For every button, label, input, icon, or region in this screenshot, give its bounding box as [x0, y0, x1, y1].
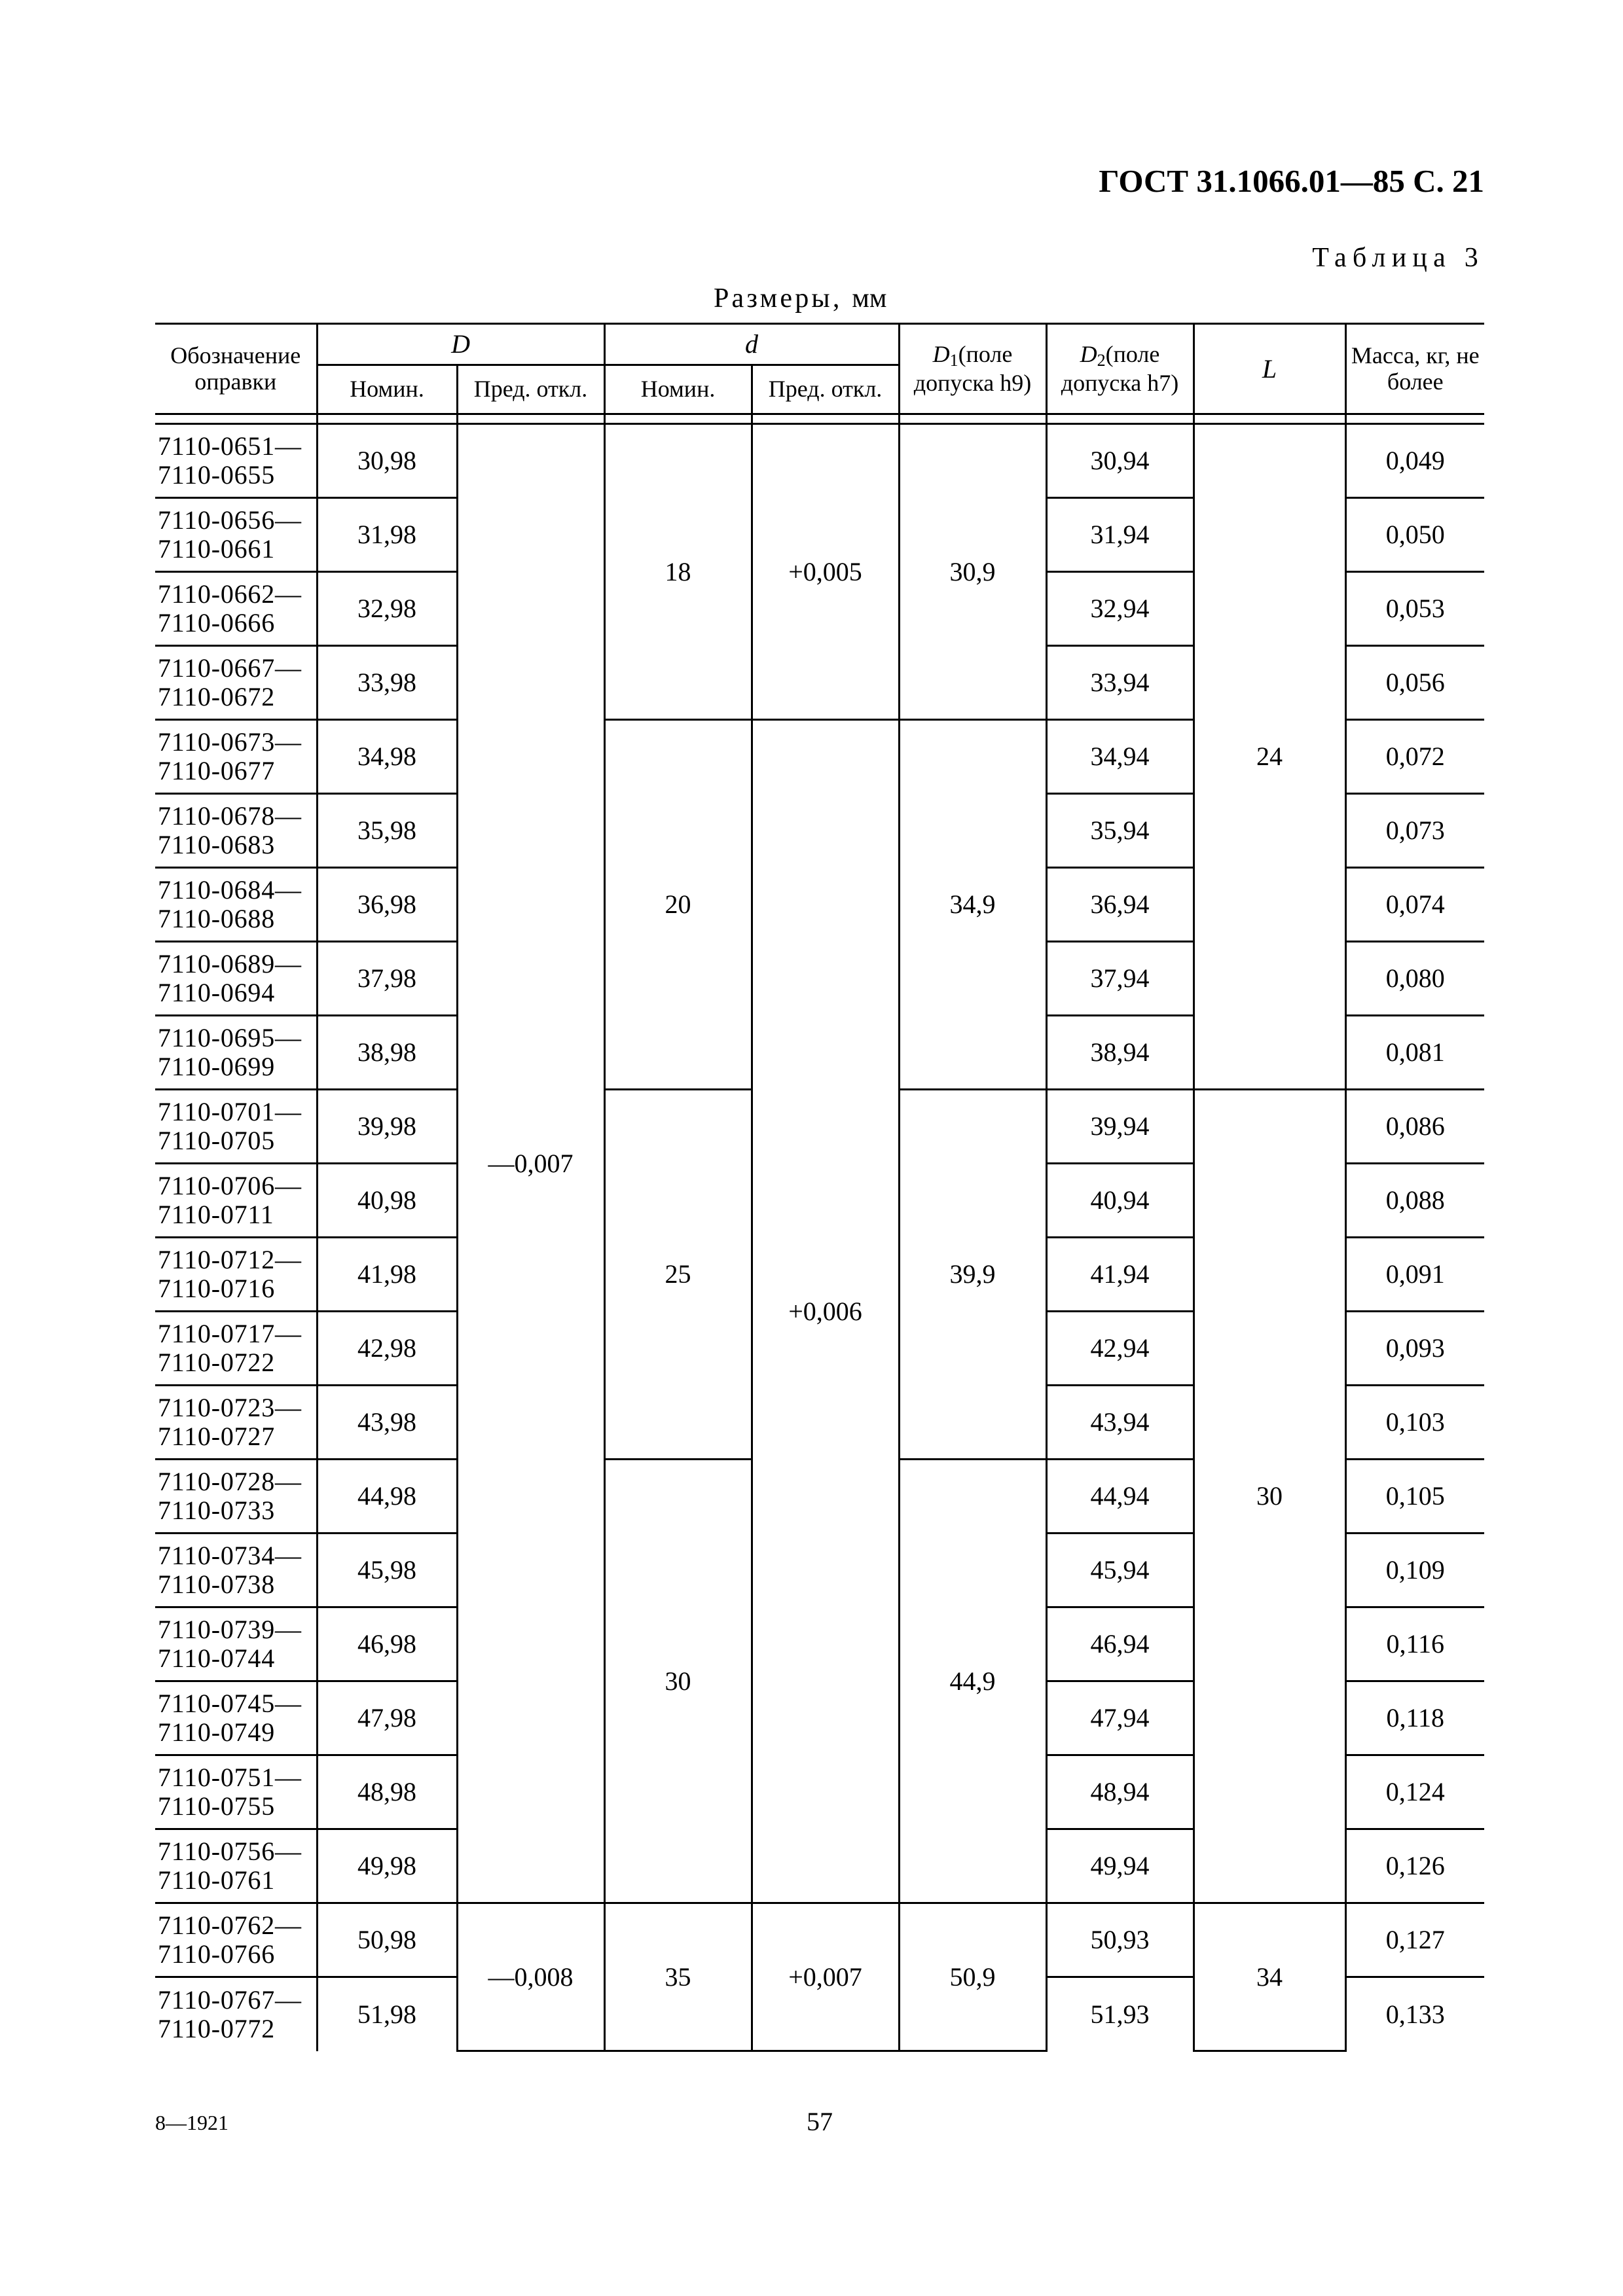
table-row [155, 424, 1484, 498]
cell-mass: 0,116 [1345, 1607, 1484, 1681]
cell-D2: 32,94 [1046, 572, 1194, 646]
cell-D-nominal: 32,98 [317, 572, 457, 646]
cell-L: 24 [1194, 424, 1345, 1090]
cell-D-nominal: 48,98 [317, 1755, 457, 1829]
cell-D-nominal: 34,98 [317, 720, 457, 794]
header-D: D [317, 324, 604, 365]
cell-mass: 0,073 [1345, 794, 1484, 868]
cell-D2: 51,93 [1046, 1977, 1194, 2051]
cell-D2: 35,94 [1046, 794, 1194, 868]
cell-D2: 38,94 [1046, 1016, 1194, 1090]
cell-designation: 7110-0751—7110-0755 [155, 1755, 317, 1829]
cell-designation: 7110-0678—7110-0683 [155, 794, 317, 868]
cell-designation: 7110-0712—7110-0716 [155, 1238, 317, 1312]
header-D2-symbol: D [1080, 340, 1097, 367]
units-label [714, 283, 886, 314]
cell-mass: 0,086 [1345, 1090, 1484, 1164]
cell-designation: 7110-0662—7110-0666 [155, 572, 317, 646]
cell-designation: 7110-0673—7110-0677 [155, 720, 317, 794]
cell-designation: 7110-0762—7110-0766 [155, 1903, 317, 1977]
cell-D-nominal: 51,98 [317, 1977, 457, 2051]
cell-mass: 0,049 [1345, 424, 1484, 498]
cell-designation: 7110-0667—7110-0672 [155, 646, 317, 720]
cell-D-nominal: 33,98 [317, 646, 457, 720]
cell-D1: 34,9 [899, 720, 1046, 1090]
header-d-deviation: Пред. откл. [752, 365, 899, 414]
header-D1-subscript: 1 [949, 350, 958, 370]
cell-D2: 47,94 [1046, 1681, 1194, 1755]
cell-designation: 7110-0756—7110-0761 [155, 1829, 317, 1903]
cell-designation: 7110-0745—7110-0749 [155, 1681, 317, 1755]
cell-D2: 49,94 [1046, 1829, 1194, 1903]
page-number: 57 [807, 2107, 833, 2136]
cell-mass: 0,050 [1345, 498, 1484, 572]
cell-designation: 7110-0689—7110-0694 [155, 942, 317, 1016]
cell-D2: 50,93 [1046, 1903, 1194, 1977]
cell-D-nominal: 39,98 [317, 1090, 457, 1164]
cell-D2: 40,94 [1046, 1164, 1194, 1238]
cell-D2: 34,94 [1046, 720, 1194, 794]
cell-D-nominal: 30,98 [317, 424, 457, 498]
cell-D-nominal: 41,98 [317, 1238, 457, 1312]
cell-D-nominal: 37,98 [317, 942, 457, 1016]
cell-D-nominal: 50,98 [317, 1903, 457, 1977]
cell-D-nominal: 36,98 [317, 868, 457, 942]
cell-d-nominal: 18 [604, 424, 752, 720]
cell-D-nominal: 44,98 [317, 1460, 457, 1534]
cell-D-nominal: 47,98 [317, 1681, 457, 1755]
cell-D2: 46,94 [1046, 1607, 1194, 1681]
cell-designation: 7110-0701—7110-0705 [155, 1090, 317, 1164]
cell-D-deviation: —0,008 [457, 1903, 604, 2051]
cell-D-nominal: 46,98 [317, 1607, 457, 1681]
cell-designation: 7110-0739—7110-0744 [155, 1607, 317, 1681]
footer-code: 8—1921 [155, 2111, 228, 2134]
cell-designation: 7110-0717—7110-0722 [155, 1312, 317, 1386]
cell-d-nominal: 30 [604, 1460, 752, 1903]
cell-D2: 31,94 [1046, 498, 1194, 572]
cell-D2: 39,94 [1046, 1090, 1194, 1164]
cell-D-nominal: 45,98 [317, 1534, 457, 1607]
cell-D2: 37,94 [1046, 942, 1194, 1016]
cell-mass: 0,056 [1345, 646, 1484, 720]
cell-d-deviation: +0,007 [752, 1903, 899, 2051]
header-D1-symbol: D [932, 340, 950, 367]
cell-L: 34 [1194, 1903, 1345, 2051]
cell-D-nominal: 38,98 [317, 1016, 457, 1090]
cell-D2: 30,94 [1046, 424, 1194, 498]
cell-d-deviation: +0,005 [752, 424, 899, 720]
cell-D-nominal: 49,98 [317, 1829, 457, 1903]
cell-D1: 44,9 [899, 1460, 1046, 1903]
header-D1 [899, 324, 1046, 414]
cell-D-nominal: 43,98 [317, 1386, 457, 1460]
cell-d-nominal: 25 [604, 1090, 752, 1460]
header-D-nominal: Номин. [317, 365, 457, 414]
cell-designation: 7110-0723—7110-0727 [155, 1386, 317, 1460]
cell-mass: 0,081 [1345, 1016, 1484, 1090]
cell-d-nominal: 20 [604, 720, 752, 1090]
cell-designation: 7110-0767—7110-0772 [155, 1977, 317, 2051]
cell-D2: 44,94 [1046, 1460, 1194, 1534]
cell-mass: 0,133 [1345, 1977, 1484, 2051]
cell-designation: 7110-0684—7110-0688 [155, 868, 317, 942]
cell-designation: 7110-0695—7110-0699 [155, 1016, 317, 1090]
cell-designation: 7110-0734—7110-0738 [155, 1534, 317, 1607]
cell-D2: 41,94 [1046, 1238, 1194, 1312]
cell-D2: 45,94 [1046, 1534, 1194, 1607]
cell-mass: 0,103 [1345, 1386, 1484, 1460]
cell-D-nominal: 40,98 [317, 1164, 457, 1238]
table-label: Таблица 3 [1312, 243, 1484, 273]
cell-mass: 0,074 [1345, 868, 1484, 942]
units-label-main: Размеры, [714, 283, 843, 314]
cell-mass: 0,126 [1345, 1829, 1484, 1903]
cell-D2: 43,94 [1046, 1386, 1194, 1460]
cell-d-nominal: 35 [604, 1903, 752, 2051]
cell-mass: 0,109 [1345, 1534, 1484, 1607]
cell-D-deviation: —0,007 [457, 424, 604, 1903]
dimensions-table [155, 323, 1484, 2052]
header-D1-text: (поле допуска h9) [913, 340, 1032, 396]
cell-mass: 0,091 [1345, 1238, 1484, 1312]
cell-mass: 0,088 [1345, 1164, 1484, 1238]
header-D2-text: (поле допуска h7) [1061, 340, 1179, 396]
cell-d-deviation: +0,006 [752, 720, 899, 1903]
cell-mass: 0,127 [1345, 1903, 1484, 1977]
cell-D2: 33,94 [1046, 646, 1194, 720]
cell-D-nominal: 35,98 [317, 794, 457, 868]
cell-D1: 39,9 [899, 1090, 1046, 1460]
cell-D1: 50,9 [899, 1903, 1046, 2051]
header-designation: Обозначение оправки [155, 324, 317, 414]
cell-L: 30 [1194, 1090, 1345, 1903]
table-body [155, 424, 1484, 2051]
cell-D2: 48,94 [1046, 1755, 1194, 1829]
header-D2 [1046, 324, 1194, 414]
header-D-deviation: Пред. откл. [457, 365, 604, 414]
units-label-mm: мм [852, 283, 887, 314]
cell-D2: 42,94 [1046, 1312, 1194, 1386]
cell-designation: 7110-0706—7110-0711 [155, 1164, 317, 1238]
cell-mass: 0,105 [1345, 1460, 1484, 1534]
cell-mass: 0,080 [1345, 942, 1484, 1016]
header-L: L [1194, 324, 1345, 414]
cell-designation: 7110-0651—7110-0655 [155, 424, 317, 498]
cell-mass: 0,053 [1345, 572, 1484, 646]
cell-D-nominal: 42,98 [317, 1312, 457, 1386]
cell-mass: 0,124 [1345, 1755, 1484, 1829]
cell-D1: 30,9 [899, 424, 1046, 720]
cell-mass: 0,118 [1345, 1681, 1484, 1755]
cell-designation: 7110-0728—7110-0733 [155, 1460, 317, 1534]
header-d: d [604, 324, 899, 365]
cell-designation: 7110-0656—7110-0661 [155, 498, 317, 572]
header-d-nominal: Номин. [604, 365, 752, 414]
cell-D-nominal: 31,98 [317, 498, 457, 572]
cell-mass: 0,072 [1345, 720, 1484, 794]
table-row [155, 1903, 1484, 1977]
page-header: ГОСТ 31.1066.01—85 С. 21 [1099, 163, 1484, 199]
cell-D2: 36,94 [1046, 868, 1194, 942]
cell-mass: 0,093 [1345, 1312, 1484, 1386]
header-D2-subscript: 2 [1097, 350, 1106, 370]
header-mass: Масса, кг, не более [1345, 324, 1484, 414]
